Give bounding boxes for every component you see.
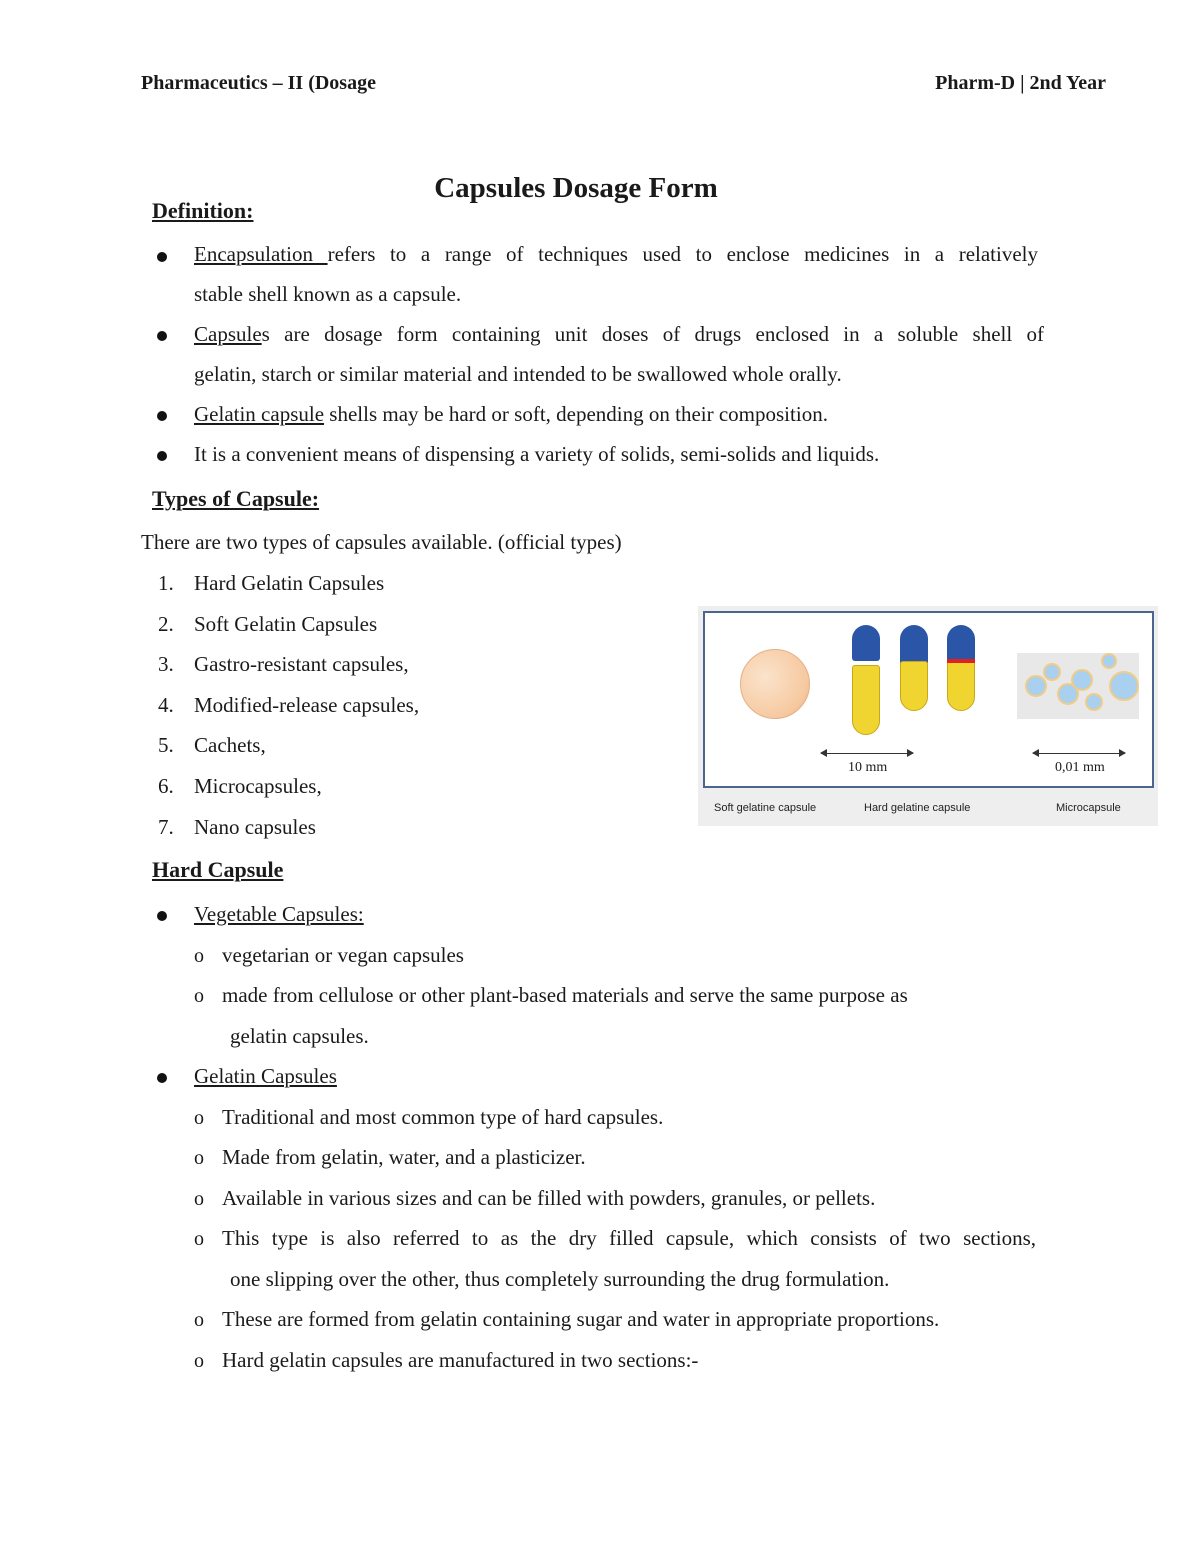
bullet-icon	[157, 252, 167, 262]
scale-label-left: 10 mm	[848, 760, 888, 775]
figure-caption-hard: Hard gelatine capsule	[864, 802, 971, 814]
figure-frame	[703, 611, 1154, 788]
list-number: 1.	[158, 571, 174, 595]
circle-bullet-icon: o	[194, 1107, 204, 1129]
soft-capsule-image	[740, 649, 810, 719]
circle-bullet-icon: o	[194, 1147, 204, 1169]
vegetable-sub-2: made from cellulose or other plant-based materials and serve the same purpose as	[222, 983, 908, 1007]
bullet-icon	[157, 331, 167, 341]
gelatin-sub-2: Made from gelatin, water, and a plasticizer.	[222, 1145, 586, 1169]
term-gelatin-capsule: Gelatin capsule	[194, 402, 325, 426]
gelatin-capsules-label: Gelatin Capsules	[194, 1064, 337, 1088]
term-encapsulation: Encapsulation	[194, 242, 328, 266]
definition-heading: Definition:	[152, 198, 254, 223]
capsule-types-figure	[698, 606, 1158, 826]
hard-capsule-closed-image	[900, 625, 928, 711]
list-item: Cachets,	[194, 733, 266, 757]
definition-item-4: It is a convenient means of dispensing a variety of solids, semi-solids and liquids.	[194, 442, 880, 466]
gelatin-sub-4: This type is also referred to as the dry filled capsule, which consists of two sections,	[222, 1226, 1036, 1250]
scale-arrow-icon	[1033, 753, 1125, 754]
list-number: 7.	[158, 815, 174, 839]
list-item: Nano capsules	[194, 815, 316, 839]
list-number: 2.	[158, 612, 174, 636]
microcapsule-image	[1017, 653, 1139, 719]
definition-item-3-text: shells may be hard or soft, depending on their composition.	[324, 402, 828, 426]
circle-bullet-icon: o	[194, 1309, 204, 1331]
definition-item-1	[194, 242, 1038, 267]
hard-capsule-heading: Hard Capsule	[152, 857, 284, 882]
gelatin-sub-5: These are formed from gelatin containing sugar and water in appropriate proportions.	[222, 1307, 940, 1331]
hard-capsule-sealed-image	[947, 625, 975, 711]
bullet-icon	[157, 911, 167, 921]
definition-item-2	[194, 322, 1044, 347]
definition-item-2-cont: gelatin, starch or similar material and intended to be swallowed whole orally.	[194, 362, 842, 386]
definition-item-1-text: refers to a range of techniques used to enclose medicines in a relatively	[327, 242, 1039, 266]
gelatin-sub-1: Traditional and most common type of hard capsules.	[222, 1105, 664, 1129]
vegetable-capsules-label: Vegetable Capsules:	[194, 902, 364, 926]
circle-bullet-icon: o	[194, 985, 204, 1007]
gelatin-sub-4-cont: one slipping over the other, thus completely surrounding the drug formulation.	[230, 1267, 890, 1291]
list-number: 4.	[158, 693, 174, 717]
bullet-icon	[157, 411, 167, 421]
figure-caption-soft: Soft gelatine capsule	[714, 802, 817, 814]
bullet-icon	[157, 451, 167, 461]
term-capsule: Capsule	[194, 322, 262, 346]
list-item: Hard Gelatin Capsules	[194, 571, 385, 595]
list-number: 3.	[158, 652, 174, 676]
gelatin-sub-3: Available in various sizes and can be filled with powders, granules, or pellets.	[222, 1186, 876, 1210]
circle-bullet-icon: o	[194, 945, 204, 967]
list-item: Soft Gelatin Capsules	[194, 612, 378, 636]
list-item: Gastro-resistant capsules,	[194, 652, 409, 676]
hard-capsule-open-image	[852, 625, 880, 735]
list-item: Modified-release capsules,	[194, 693, 420, 717]
scale-arrow-icon	[821, 753, 913, 754]
page-title: Capsules Dosage Form	[434, 172, 718, 204]
scale-label-right: 0,01 mm	[1055, 760, 1105, 775]
vegetable-sub-1: vegetarian or vegan capsules	[222, 943, 464, 967]
list-number: 6.	[158, 774, 174, 798]
list-item: Microcapsules,	[194, 774, 322, 798]
bullet-icon	[157, 1073, 167, 1083]
vegetable-sub-2-cont: gelatin capsules.	[230, 1024, 369, 1048]
circle-bullet-icon: o	[194, 1188, 204, 1210]
definition-item-1-cont: stable shell known as a capsule.	[194, 282, 462, 306]
figure-caption-micro: Microcapsule	[1056, 802, 1121, 814]
gelatin-sub-6: Hard gelatin capsules are manufactured in two sections:-	[222, 1348, 699, 1372]
header-program: Pharm-D | 2nd Year	[935, 72, 1106, 94]
header-course: Pharmaceutics – II (Dosage	[141, 72, 376, 94]
list-number: 5.	[158, 733, 174, 757]
circle-bullet-icon: o	[194, 1228, 204, 1250]
types-heading: Types of Capsule:	[152, 486, 320, 511]
definition-item-3	[194, 402, 828, 427]
definition-item-2-text: s are dosage form containing unit doses of drugs enclosed in a soluble shell of	[261, 322, 1044, 346]
types-intro: There are two types of capsules available. (official types)	[141, 530, 622, 554]
circle-bullet-icon: o	[194, 1350, 204, 1372]
